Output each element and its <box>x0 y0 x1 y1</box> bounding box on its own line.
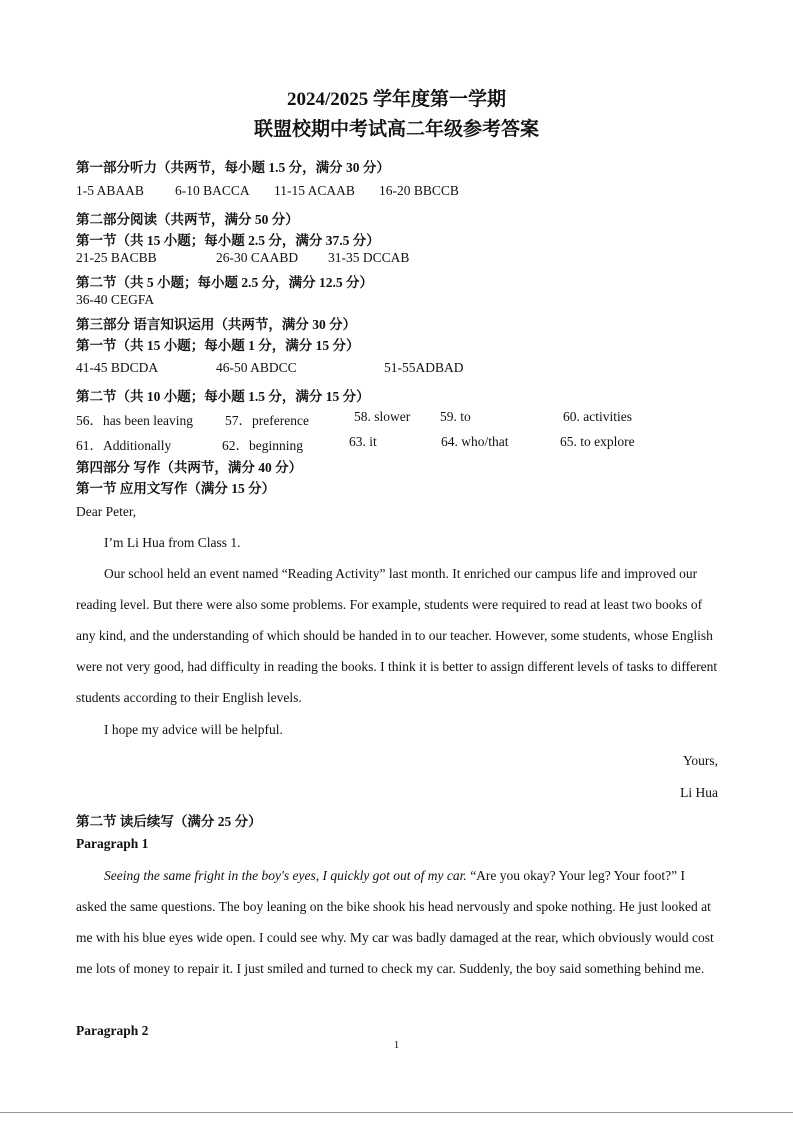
letter-closing: Yours, <box>682 753 718 768</box>
answer-65: 65. to explore <box>560 434 635 449</box>
paragraph2-label: Paragraph 2 <box>76 1023 149 1038</box>
part3-section1-heading: 第一节（共 15 小题；每小题 1 分，满分 15 分） <box>76 338 360 353</box>
document-title-line2: 联盟校期中考试高二年级参考答案 <box>253 119 539 140</box>
document-title-line1: 2024/2025 学年度第一学期 <box>286 89 507 110</box>
answer-57: 57．preference <box>225 413 309 428</box>
part3-answer-51-55: 51-55ADBAD <box>384 360 464 375</box>
answer-56: 56．has been leaving <box>76 413 193 428</box>
part3-section2-heading: 第二节（共 10 小题；每小题 1.5 分，满分 15 分） <box>76 389 370 404</box>
part4-heading: 第四部分 写作（共两节，满分 40 分） <box>76 460 303 475</box>
part2-heading: 第二部分阅读（共两节，满分 50 分） <box>76 212 299 227</box>
part3-answer-46-50: 46-50 ABDCC <box>216 360 297 375</box>
part4-section1-heading: 第一节 应用文写作（满分 15 分） <box>76 481 276 496</box>
part1-answer-11-15: 11-15 ACAAB <box>274 183 355 198</box>
part3-heading: 第三部分 语言知识运用（共两节，满分 30 分） <box>76 317 357 332</box>
part2-answer-36-40: 36-40 CEGFA <box>76 292 155 307</box>
paragraph1-given-sentence: Seeing the same fright in the boy's eyes, I quickly got out of my car. <box>104 868 467 883</box>
letter-paragraph-3: I hope my advice will be helpful. <box>104 722 283 737</box>
part3-answer-41-45: 41-45 BDCDA <box>76 360 159 375</box>
part2-section2-heading: 第二节（共 5 小题；每小题 2.5 分，满分 12.5 分） <box>76 275 373 290</box>
page-number: 1 <box>393 1039 400 1051</box>
paragraph1-label: Paragraph 1 <box>76 836 149 851</box>
answer-64: 64. who/that <box>441 434 509 449</box>
part1-answer-1-5: 1-5 ABAAB <box>76 183 144 198</box>
paragraph1-text <box>76 860 719 984</box>
part2-answer-21-25: 21-25 BACBB <box>76 250 157 265</box>
letter-greeting: Dear Peter, <box>76 504 137 519</box>
part2-answer-26-30: 26-30 CAABD <box>216 250 299 265</box>
letter-paragraph-2: Our school held an event named “Reading Activity” last month. It enriched our campus life and improved our reading level. But there were also some problems. For example, students were required to read at least two books of any kind, and the understanding of which should be handed in to our teacher. However, some students, whose English were not very good, had difficulty in reading the books. I think it is better to assign different levels of tasks to different students according to their English levels. <box>76 566 718 705</box>
part2-answer-31-35: 31-35 DCCAB <box>328 250 410 265</box>
answer-63: 63. it <box>349 434 377 449</box>
answer-62: 62．beginning <box>222 438 303 453</box>
part1-answer-16-20: 16-20 BBCCB <box>379 183 459 198</box>
answer-60: 60. activities <box>563 409 632 424</box>
answer-59: 59. to <box>440 409 471 424</box>
part2-section1-heading: 第一节（共 15 小题；每小题 2.5 分，满分 37.5 分） <box>76 233 380 248</box>
letter-signature: Li Hua <box>680 785 718 800</box>
page-bottom-rule <box>0 1112 793 1113</box>
part4-section2-heading: 第二节 读后续写（满分 25 分） <box>76 814 262 829</box>
answer-61: 61．Additionally <box>76 438 172 453</box>
paragraph1-continuation: “Are you okay? Your leg? Your foot?” I asked the same questions. The boy leaning on the bike shook his head nervously and spoke nothing. He just looked at me with his blue eyes wide open. I could see why. My car was badly damaged at the rear, which obviously would cost me lots of money to repair it. I just smiled and turned to check my car. Suddenly, the boy said something behind me. <box>76 868 714 976</box>
answer-58: 58. slower <box>354 409 411 424</box>
part1-answer-6-10: 6-10 BACCA <box>175 183 250 198</box>
part1-heading: 第一部分听力（共两节，每小题 1.5 分，满分 30 分） <box>76 160 390 175</box>
letter-paragraph-1: I’m Li Hua from Class 1. <box>104 535 241 550</box>
